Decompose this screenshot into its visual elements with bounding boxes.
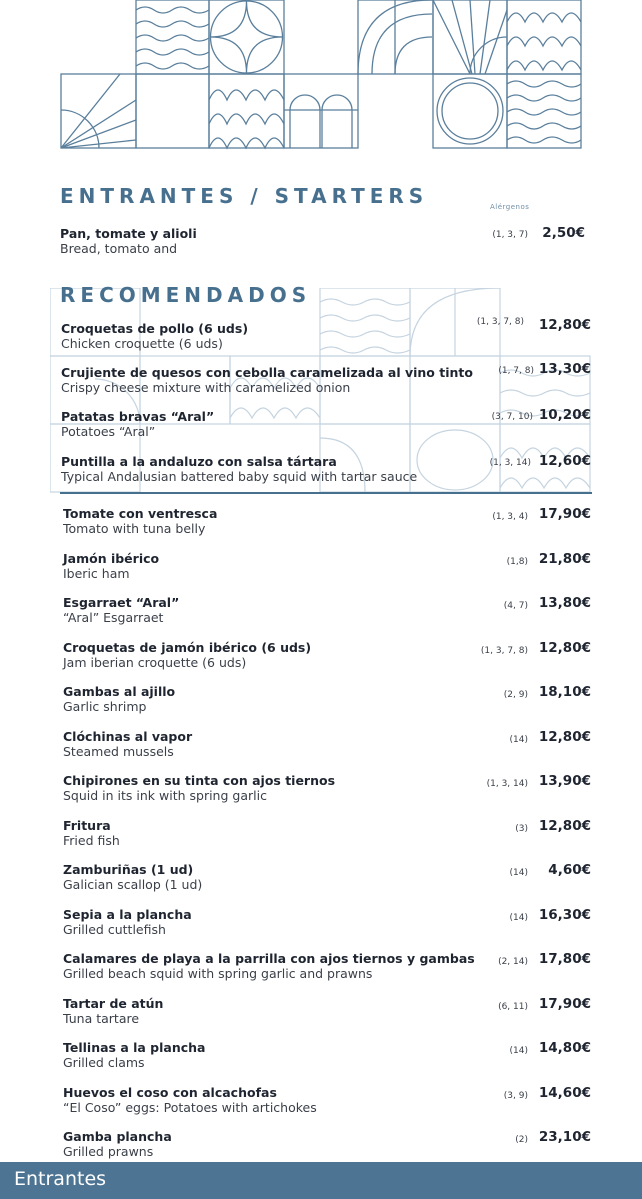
item-description: Tuna tartare bbox=[63, 1010, 140, 1026]
plain-tile bbox=[136, 74, 209, 148]
menu-item bbox=[0, 506, 600, 538]
item-name: Croquetas de pollo (6 uds) bbox=[61, 321, 249, 336]
item-description: Bread, tomato and bbox=[60, 241, 178, 256]
menu-item bbox=[0, 1129, 600, 1161]
item-price: 4,60€ bbox=[548, 862, 591, 878]
scale-tile-icon bbox=[209, 74, 284, 148]
item-price: 14,80€ bbox=[538, 1040, 591, 1056]
menu-item bbox=[0, 862, 600, 894]
menu-item bbox=[0, 551, 600, 583]
item-price: 12,80€ bbox=[538, 317, 591, 333]
item-name: Esgarraet “Aral” bbox=[63, 595, 180, 610]
menu-item bbox=[0, 226, 600, 258]
footer-label: Entrantes bbox=[14, 1168, 107, 1190]
starters-section-title: ENTRANTES / STARTERS bbox=[60, 184, 429, 208]
item-allergens: (1, 3, 7) bbox=[492, 230, 528, 240]
menu-item bbox=[0, 773, 600, 805]
item-price: 17,90€ bbox=[538, 506, 591, 522]
scale-tile-icon bbox=[507, 0, 581, 74]
item-description: Garlic shrimp bbox=[63, 699, 147, 714]
item-allergens: (1,8) bbox=[506, 556, 528, 567]
menu-item bbox=[0, 1040, 600, 1072]
arch-window-tile-icon bbox=[284, 74, 358, 148]
menu-item bbox=[0, 595, 600, 627]
item-price: 16,30€ bbox=[538, 906, 591, 923]
item-allergens: (1, 3, 14) bbox=[486, 779, 528, 789]
item-price: 2,50€ bbox=[542, 225, 585, 241]
menu-item bbox=[0, 361, 600, 397]
menu-item bbox=[0, 729, 600, 761]
item-price: 13,30€ bbox=[538, 361, 591, 377]
item-name: Croquetas de jamón ibérico (6 uds) bbox=[63, 639, 312, 655]
item-price: 21,80€ bbox=[538, 550, 591, 567]
item-name: Jamón ibérico bbox=[63, 550, 160, 566]
decorative-tile-header bbox=[0, 0, 642, 150]
menu-item bbox=[0, 1085, 600, 1117]
menu-item bbox=[0, 409, 600, 441]
wave-tile-icon bbox=[507, 74, 581, 148]
item-description: Grilled cuttlefish bbox=[63, 921, 166, 937]
item-allergens: (1, 3, 4) bbox=[492, 512, 528, 522]
item-name: Puntilla a la andaluzo con salsa tártara bbox=[61, 454, 337, 469]
item-price: 23,10€ bbox=[538, 1129, 591, 1145]
item-price: 12,80€ bbox=[538, 817, 591, 834]
item-description: Squid in its ink with spring garlic bbox=[63, 788, 267, 803]
item-name: Zamburiñas (1 ud) bbox=[63, 862, 194, 877]
item-name: Gamba plancha bbox=[63, 1129, 172, 1144]
item-price: 13,90€ bbox=[538, 773, 591, 789]
menu-item bbox=[0, 951, 600, 983]
item-allergens: (1, 3, 7, 8) bbox=[480, 645, 528, 656]
item-allergens: (1, 3, 7, 8) bbox=[476, 317, 524, 327]
item-description: “El Coso” eggs: Potatoes with artichokes bbox=[63, 1099, 317, 1115]
item-price: 12,80€ bbox=[538, 728, 591, 745]
item-description: “Aral” Esgarraet bbox=[63, 610, 164, 625]
item-price: 10,20€ bbox=[538, 407, 591, 423]
menu-item bbox=[0, 640, 600, 672]
menu-item bbox=[0, 907, 600, 939]
item-price: 13,80€ bbox=[538, 595, 591, 611]
item-description: Typical Andalusian battered baby squid with tartar sauce bbox=[61, 469, 418, 484]
arch-tile-icon bbox=[358, 0, 433, 74]
item-price: 12,80€ bbox=[538, 639, 591, 656]
item-allergens: (2, 9) bbox=[503, 690, 528, 700]
item-allergens: (2) bbox=[515, 1135, 528, 1145]
item-name: Calamares de playa a la parrilla con ajos tiernos y gambas bbox=[63, 951, 475, 966]
item-description: Chicken croquette (6 uds) bbox=[61, 336, 223, 351]
item-name: Gambas al ajillo bbox=[63, 684, 176, 699]
item-name: Clóchinas al vapor bbox=[63, 728, 193, 744]
item-allergens: (14) bbox=[509, 868, 528, 878]
item-description: Grilled clams bbox=[63, 1055, 145, 1070]
item-price: 12,60€ bbox=[538, 453, 591, 469]
item-allergens: (3, 9) bbox=[503, 1090, 528, 1101]
item-name: Patatas bravas “Aral” bbox=[61, 409, 215, 424]
item-description: Crispy cheese mixture with caramelized onion bbox=[61, 380, 351, 395]
recommended-section-title: RECOMENDADOS bbox=[60, 283, 312, 307]
item-price: 17,80€ bbox=[538, 951, 591, 967]
sun-ray-tile-icon bbox=[61, 74, 136, 148]
item-description: Fried fish bbox=[63, 832, 120, 848]
item-description: Potatoes “Aral” bbox=[61, 424, 156, 439]
wave-tile-icon bbox=[136, 0, 209, 74]
item-allergens: (14) bbox=[509, 734, 528, 745]
item-name: Tartar de atún bbox=[63, 995, 164, 1011]
sun-ray-tile-icon bbox=[433, 0, 507, 74]
item-allergens: (6, 11) bbox=[498, 1001, 528, 1012]
item-name: Tellinas a la plancha bbox=[63, 1040, 206, 1055]
item-allergens: (14) bbox=[509, 1046, 528, 1056]
menu-item bbox=[0, 317, 600, 353]
item-description: Grilled beach squid with spring garlic and prawns bbox=[63, 966, 373, 981]
item-price: 14,60€ bbox=[538, 1084, 591, 1101]
item-allergens: (2, 14) bbox=[498, 957, 528, 967]
item-allergens: (3) bbox=[515, 823, 528, 834]
item-name: Chipirones en su tinta con ajos tiernos bbox=[63, 773, 336, 788]
item-description: Jam iberian croquette (6 uds) bbox=[63, 654, 247, 670]
item-name: Pan, tomate y alioli bbox=[60, 226, 197, 241]
menu-item bbox=[0, 454, 600, 486]
item-name: Sepia a la plancha bbox=[63, 906, 192, 922]
section-divider bbox=[60, 492, 592, 494]
ring-tile-icon bbox=[433, 74, 507, 148]
item-description: Tomato with tuna belly bbox=[63, 521, 206, 536]
menu-item bbox=[0, 684, 600, 716]
item-allergens: (1, 7, 8) bbox=[498, 366, 534, 376]
menu-item bbox=[0, 996, 600, 1028]
item-allergens: (14) bbox=[509, 912, 528, 923]
item-description: Galician scallop (1 ud) bbox=[63, 877, 203, 892]
item-name: Crujiente de quesos con cebolla caramelizada al vino tinto bbox=[61, 365, 473, 380]
item-description: Iberic ham bbox=[63, 565, 130, 581]
menu-item bbox=[0, 818, 600, 850]
footer-bar bbox=[0, 1162, 642, 1199]
item-name: Tomate con ventresca bbox=[63, 506, 218, 521]
circle-star-tile-icon bbox=[209, 0, 284, 74]
item-price: 18,10€ bbox=[538, 684, 591, 700]
item-allergens: (1, 3, 14) bbox=[489, 458, 531, 468]
item-name: Fritura bbox=[63, 817, 111, 833]
item-description: Steamed mussels bbox=[63, 743, 174, 759]
item-price: 17,90€ bbox=[538, 995, 591, 1012]
allergens-column-header: Alérgenos bbox=[490, 203, 530, 211]
item-name: Huevos el coso con alcachofas bbox=[63, 1084, 277, 1100]
item-allergens: (4, 7) bbox=[503, 601, 528, 611]
item-description: Grilled prawns bbox=[63, 1144, 154, 1159]
item-allergens: (3, 7, 10) bbox=[491, 412, 533, 422]
